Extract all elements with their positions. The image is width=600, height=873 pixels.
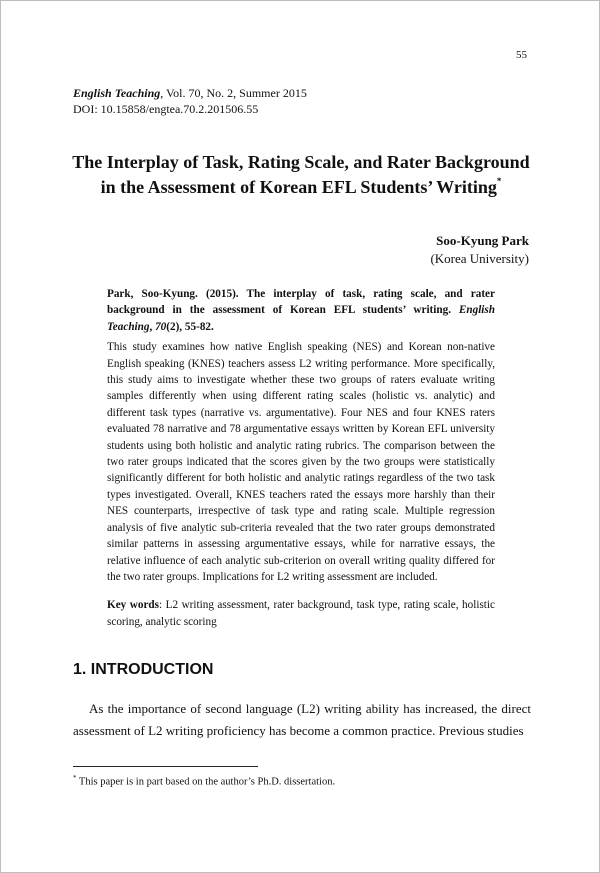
keywords (107, 597, 495, 630)
title-line-1: The Interplay of Task, Rating Scale, and Rater Background (72, 152, 530, 172)
author-name: Soo-Kyung Park (436, 233, 529, 248)
abstract-text: This study examines how native English speaking (NES) and Korean non-native English speaking (KNES) teachers assess L2 writing performance. More specifically, this study aims to investigate whether these two groups of raters evaluate writing samples differently when using different rating scales (holistic vs. analytic) and different task types (narrative vs. argumentative). Four NES and four KNES raters evaluated 78 narrative and 78 argumentative essays written by Korean EFL university students using both holistic and analytic rating rubrics. The comparison between the two rater groups indicated that the scores given by the two groups were statistically significantly different for both holistic and analytic ratings regardless of the two task types investigated. Overall, KNES teachers rated the essays more harshly than their NES counterparts, irrespective of task type and rating scale. Multiple regression analysis of five analytic sub-criteria revealed that the two rater groups demonstrated similar patterns in assessing argumentative essays, while for narrative essays, the relative influence of each analytic sub-criterion on overall writing quality differed for the two rater groups. Implications for L2 writing assessment are included. (107, 341, 495, 583)
citation-text: Park, Soo-Kyung. (2015). The interplay of task, rating scale, and rater background in the assessment of Korean EFL students’ writing. (107, 288, 495, 317)
title-footnote-mark: * (496, 176, 502, 186)
journal-volume: , Vol. 70, No. 2, Summer 2015 (160, 86, 307, 100)
footnote (73, 774, 335, 788)
keywords-label: Key words (107, 599, 159, 612)
title-line-2: in the Assessment of Korean EFL Students’ Writing (100, 177, 497, 197)
footnote-divider (73, 766, 258, 767)
abstract-block (107, 286, 495, 630)
doi: DOI: 10.15858/engtea.70.2.201506.55 (73, 102, 259, 116)
citation-sep: , (149, 320, 156, 333)
keywords-colon: : (159, 599, 166, 612)
page-number: 55 (516, 49, 527, 61)
paper-title (56, 152, 546, 198)
citation (107, 286, 495, 335)
journal-name: English Teaching (73, 86, 161, 100)
keywords-text: L2 writing assessment, rater background, task type, rating scale, holistic scoring, analytic scoring (107, 599, 495, 628)
citation-journal: English Teaching (107, 304, 495, 333)
citation-rest: (2), 55-82. (166, 320, 214, 333)
footnote-text: This paper is in part based on the author’s Ph.D. dissertation. (76, 776, 336, 788)
citation-volume: 70 (155, 320, 167, 333)
author-affiliation: (Korea University) (430, 251, 529, 266)
section-heading: 1. INTRODUCTION (73, 661, 214, 678)
footnote-mark: * (73, 774, 77, 782)
intro-paragraph: As the importance of second language (L2) writing ability has increased, the direct assessment of L2 writing proficiency has become a common practice. Previous studies (73, 701, 531, 738)
title-line-2-wrap (56, 173, 546, 198)
journal-line (73, 85, 307, 101)
